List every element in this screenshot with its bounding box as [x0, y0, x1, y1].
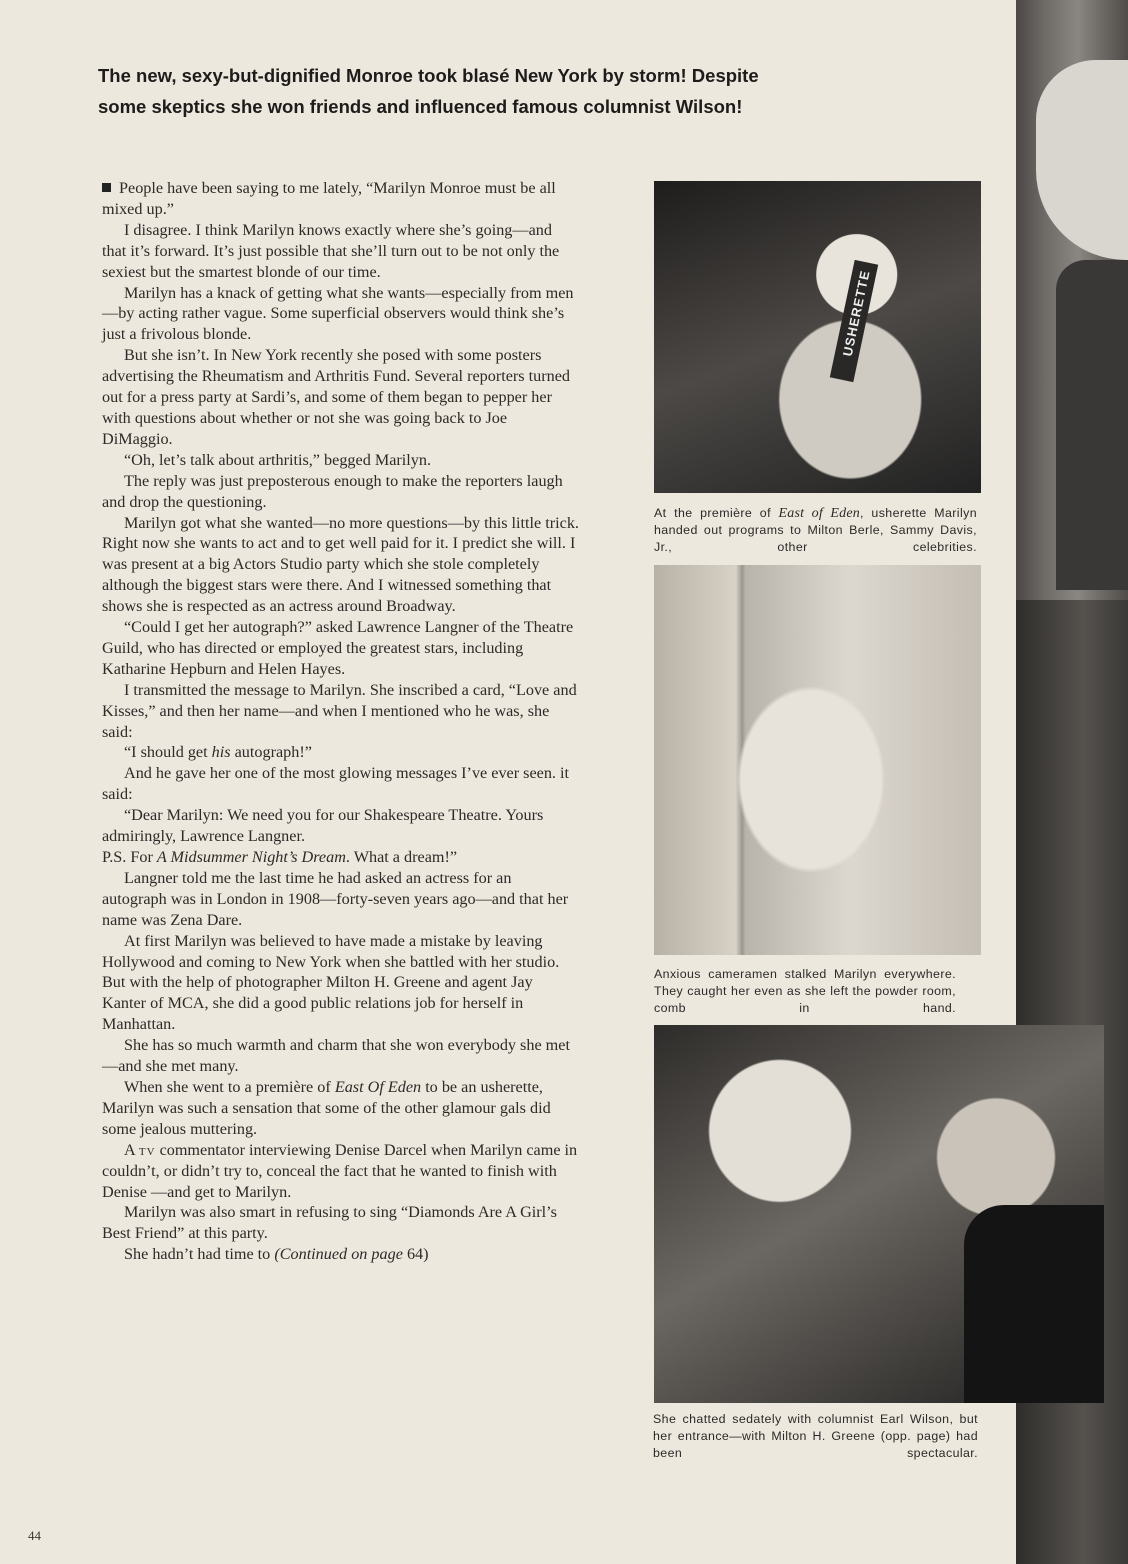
headline-line-1: The new, sexy-but-dignified Monroe took blasé New York by storm! Despite — [98, 65, 759, 86]
article-body — [102, 178, 580, 1265]
paragraph: At first Marilyn was believed to have made a mistake by leaving Hollywood and coming to New York when she battled with her studio. But with the help of photographer Milton H. Greene and agent Jay Kanter of MCA, she did a good public relations job for herself in Manhattan. — [102, 931, 560, 1034]
paragraph: And he gave her one of the most glowing messages I’ve ever seen. it said: — [102, 764, 570, 804]
paragraph: A tv commentator interviewing Denise Darcel when Marilyn came in couldn’t, or didn’t try to, conceal the fact that he wanted to finish with Denise —and get to Marilyn. — [102, 1140, 578, 1201]
caption-cameramen: Anxious cameramen stalked Marilyn everywhere. They caught her even as she left the powder room, comb in hand. — [654, 967, 956, 1015]
paragraph: Marilyn got what she wanted—no more questions—by this little trick. Right now she wants to act and to get well paid for it. I predict she will. I was present at a big Actors Studio party which she stole completely although the biggest stars were there. And I witnessed something that shows she is respected as an actress around Broadway. — [102, 513, 579, 616]
page-number: 44 — [28, 1528, 41, 1543]
caption-earl-wilson: She chatted sedately with columnist Earl Wilson, but her entrance—with Milton H. Greene (opp. page) had been spectacular. — [653, 1412, 978, 1460]
photo-shape — [964, 1205, 1104, 1403]
paragraph: I disagree. I think Marilyn knows exactly where she’s going—and that it’s forward. It’s just possible that she’ll turn out to be not only the sexiest but the smartest blonde of our time. — [102, 220, 560, 281]
photo-shape — [1056, 260, 1128, 590]
paragraph: Marilyn was also smart in refusing to sing “Diamonds Are A Girl’s Best Friend” at this party. — [102, 1203, 557, 1243]
photo-premiere-crowd — [654, 181, 981, 493]
paragraph: Marilyn has a knack of getting what she wants—especially from men—by acting rather vague. Some superficial observers would think she’s just a frivolous blonde. — [102, 283, 574, 344]
paragraph: I transmitted the message to Marilyn. She inscribed a card, “Love and Kisses,” and then her name—and when I mentioned who he was, she said: — [102, 680, 577, 741]
paragraph: “Dear Marilyn: We need you for our Shakespeare Theatre. Yours admiringly, Lawrence Langner. P.S. For A Midsummer Night’s Dream. What a dream!” — [102, 806, 544, 866]
photo-earl-wilson-chat — [654, 1025, 1104, 1403]
caption-premiere: At the première of East of Eden, usherette Marilyn handed out programs to Milton Berle, Sammy Davis, Jr., other celebrities. — [654, 506, 978, 554]
paragraph: “I should get his autograph!” — [124, 743, 312, 762]
bullet-icon — [102, 183, 111, 192]
photo-powder-room-exit — [654, 565, 981, 955]
paragraph: But she isn’t. In New York recently she posed with some posters advertising the Rheumatism and Arthritis Fund. Several reporters turned out for a press party at Sardi’s, and some of them began to pepper her with questions about whether or not she was going back to Joe DiMaggio. — [102, 346, 570, 448]
paragraph: Langner told me the last time he had asked an actress for an autograph was in London in 1908—forty-seven years ago—and that her name was Zena Dare. — [102, 868, 569, 929]
paragraph: She hadn’t had time to (Continued on page 64) — [124, 1245, 429, 1264]
headline — [98, 60, 978, 122]
paragraph: “Could I get her autograph?” asked Lawrence Langner of the Theatre Guild, who has directed or employed the greatest stars, including Katharine Hepburn and Helen Hayes. — [102, 618, 574, 678]
paragraph: When she went to a première of East Of Eden to be an usherette, Marilyn was such a sensation that some of the other glamour gals did some jealous muttering. — [102, 1077, 551, 1138]
usherette-sash: USHERETTE — [830, 260, 878, 382]
paragraph: The reply was just preposterous enough to make the reporters laugh and drop the questioning. — [102, 471, 563, 511]
paragraph: People have been saying to me lately, “Marilyn Monroe must be all mixed up.” — [102, 179, 556, 218]
headline-line-2: some skeptics she won friends and influenced famous columnist Wilson! — [98, 96, 743, 117]
paragraph: “Oh, let’s talk about arthritis,” begged Marilyn. — [124, 450, 432, 469]
paragraph: She has so much warmth and charm that she won everybody she met—and she met many. — [102, 1036, 570, 1076]
photo-shape — [1036, 60, 1128, 260]
